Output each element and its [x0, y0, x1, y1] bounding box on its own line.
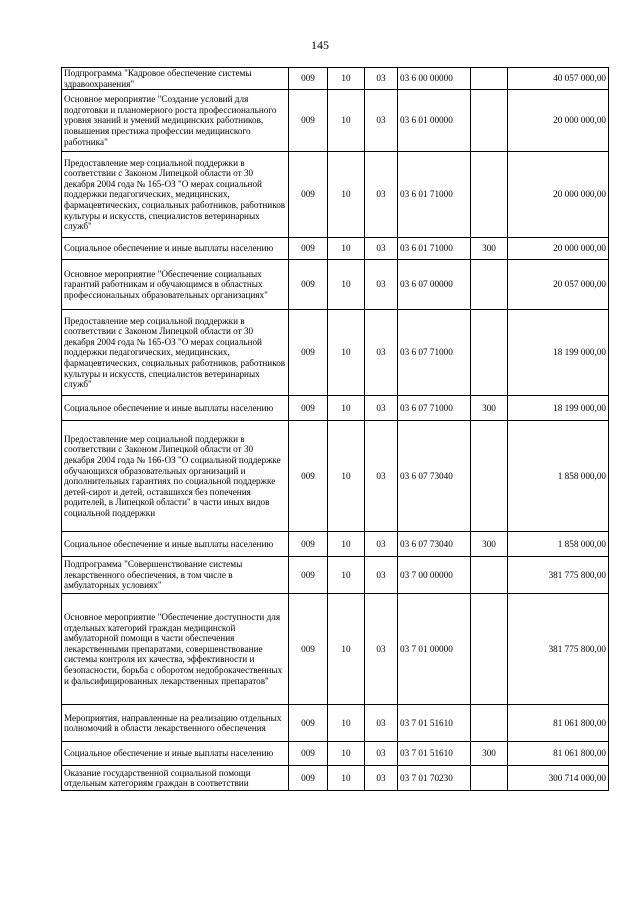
table-row	[62, 557, 609, 594]
row-sum: 381 775 800,00	[508, 557, 609, 594]
row-csr: 03 6 01 00000	[398, 90, 471, 152]
row-subsection: 03	[365, 260, 398, 310]
table-row	[62, 396, 609, 421]
row-section: 10	[328, 310, 365, 396]
row-csr: 03 7 01 51610	[398, 742, 471, 766]
row-vr	[471, 705, 508, 742]
row-name: Основное мероприятие "Создание условий для подготовки и планомерного роста профессионального уровня знаний и умений медицинских работников, повышения престижа профессии медицинского работника"	[62, 90, 289, 152]
row-code: 009	[289, 532, 328, 557]
row-subsection: 03	[365, 705, 398, 742]
row-name: Оказание государственной социальной помощи отдельным категориям граждан в соответствии	[62, 766, 289, 791]
row-name: Основное мероприятие "Обеспечение доступности для отдельных категорий граждан медицинской амбулаторной помощи в части обеспечения лекарственными препаратами, совершенствование системы контроля их качества, эффективности и безопасности, борьба с оборотом недоброкачественных и фальсифицированных лекарственных препаратов"	[62, 594, 289, 705]
row-code: 009	[289, 260, 328, 310]
row-section: 10	[328, 532, 365, 557]
row-section: 10	[328, 152, 365, 238]
row-csr: 03 6 07 00000	[398, 260, 471, 310]
row-name: Мероприятия, направленные на реализацию отдельных полномочий в области лекарственного обеспечения	[62, 705, 289, 742]
row-sum: 81 061 800,00	[508, 742, 609, 766]
row-code: 009	[289, 396, 328, 421]
row-csr: 03 6 07 73040	[398, 421, 471, 532]
row-csr: 03 7 01 51610	[398, 705, 471, 742]
row-sum: 1 858 000,00	[508, 532, 609, 557]
row-name: Основное мероприятие "Обеспечение социальных гарантий работникам и обучающимся в областных профессиональных образовательных организациях"	[62, 260, 289, 310]
row-code: 009	[289, 594, 328, 705]
row-csr: 03 6 07 71000	[398, 396, 471, 421]
row-vr	[471, 152, 508, 238]
row-name: Предоставление мер социальной поддержки в соответствии с Законом Липецкой области от 30 декабря 2004 года № 165-ОЗ "О мерах социальной поддержки педагогических, медицинских, фармацевтических, социальных работников, работников культуры и искусств, специалистов ветеринарных служб"	[62, 152, 289, 238]
table-row	[62, 766, 609, 791]
row-vr: 300	[471, 396, 508, 421]
row-code: 009	[289, 705, 328, 742]
row-sum: 20 000 000,00	[508, 90, 609, 152]
table-row	[62, 90, 609, 152]
table-row	[62, 68, 609, 90]
row-csr: 03 7 01 00000	[398, 594, 471, 705]
row-name: Социальное обеспечение и иные выплаты населению	[62, 532, 289, 557]
row-sum: 20 057 000,00	[508, 260, 609, 310]
row-sum: 40 057 000,00	[508, 68, 609, 90]
row-section: 10	[328, 594, 365, 705]
row-name: Предоставление мер социальной поддержки в соответствии с Законом Липецкой области от 30 декабря 2004 года № 165-ОЗ "О мерах социальной поддержки педагогических, медицинских, фармацевтических, социальных работников, работников культуры и искусств, специалистов ветеринарных служб"	[62, 310, 289, 396]
row-subsection: 03	[365, 238, 398, 260]
row-code: 009	[289, 742, 328, 766]
row-section: 10	[328, 68, 365, 90]
table-row	[62, 532, 609, 557]
row-vr	[471, 260, 508, 310]
row-name: Социальное обеспечение и иные выплаты населению	[62, 396, 289, 421]
row-vr	[471, 310, 508, 396]
row-vr	[471, 594, 508, 705]
row-subsection: 03	[365, 557, 398, 594]
row-sum: 20 000 000,00	[508, 238, 609, 260]
table-row	[62, 421, 609, 532]
row-csr: 03 6 01 71000	[398, 152, 471, 238]
budget-table	[61, 67, 609, 791]
row-vr	[471, 766, 508, 791]
row-name: Подпрограмма "Совершенствование системы лекарственного обеспечения, в том числе в амбулаторных условиях"	[62, 557, 289, 594]
row-subsection: 03	[365, 396, 398, 421]
row-vr	[471, 421, 508, 532]
row-code: 009	[289, 238, 328, 260]
row-sum: 20 000 000,00	[508, 152, 609, 238]
row-sum: 1 858 000,00	[508, 421, 609, 532]
row-code: 009	[289, 68, 328, 90]
row-section: 10	[328, 705, 365, 742]
table-row	[62, 705, 609, 742]
row-vr	[471, 68, 508, 90]
row-section: 10	[328, 396, 365, 421]
table-row	[62, 152, 609, 238]
row-section: 10	[328, 557, 365, 594]
row-csr: 03 6 01 71000	[398, 238, 471, 260]
row-section: 10	[328, 742, 365, 766]
row-subsection: 03	[365, 766, 398, 791]
row-csr: 03 6 00 00000	[398, 68, 471, 90]
row-subsection: 03	[365, 90, 398, 152]
row-csr: 03 6 07 73040	[398, 532, 471, 557]
row-subsection: 03	[365, 594, 398, 705]
row-name: Социальное обеспечение и иные выплаты населению	[62, 742, 289, 766]
row-name: Социальное обеспечение и иные выплаты населению	[62, 238, 289, 260]
row-sum: 18 199 000,00	[508, 310, 609, 396]
row-sum: 81 061 800,00	[508, 705, 609, 742]
table-row	[62, 260, 609, 310]
table-row	[62, 238, 609, 260]
row-vr	[471, 557, 508, 594]
row-code: 009	[289, 766, 328, 791]
row-sum: 381 775 800,00	[508, 594, 609, 705]
row-code: 009	[289, 557, 328, 594]
page-number: 145	[311, 38, 329, 52]
row-section: 10	[328, 766, 365, 791]
row-vr: 300	[471, 532, 508, 557]
row-subsection: 03	[365, 310, 398, 396]
row-csr: 03 6 07 71000	[398, 310, 471, 396]
row-code: 009	[289, 152, 328, 238]
row-subsection: 03	[365, 742, 398, 766]
row-sum: 18 199 000,00	[508, 396, 609, 421]
row-section: 10	[328, 238, 365, 260]
row-section: 10	[328, 421, 365, 532]
row-section: 10	[328, 260, 365, 310]
table-row	[62, 310, 609, 396]
row-name: Подпрограмма "Кадровое обеспечение системы здравоохранения"	[62, 68, 289, 90]
row-vr	[471, 90, 508, 152]
row-vr: 300	[471, 742, 508, 766]
row-sum: 300 714 000,00	[508, 766, 609, 791]
row-subsection: 03	[365, 152, 398, 238]
row-code: 009	[289, 310, 328, 396]
row-vr: 300	[471, 238, 508, 260]
table-row	[62, 742, 609, 766]
row-subsection: 03	[365, 421, 398, 532]
row-subsection: 03	[365, 532, 398, 557]
table-row	[62, 594, 609, 705]
row-subsection: 03	[365, 68, 398, 90]
row-code: 009	[289, 90, 328, 152]
row-csr: 03 7 01 70230	[398, 766, 471, 791]
row-name: Предоставление мер социальной поддержки в соответствии с Законом Липецкой области от 30 декабря 2004 года № 166-ОЗ "О социальной поддержке обучающихся образовательных организаций и дополнительных гарантиях по социальной поддержке детей-сирот и детей, оставшихся без попечения родителей, в Липецкой области" в части иных видов социальной поддержки	[62, 421, 289, 532]
row-csr: 03 7 00 00000	[398, 557, 471, 594]
row-section: 10	[328, 90, 365, 152]
row-code: 009	[289, 421, 328, 532]
